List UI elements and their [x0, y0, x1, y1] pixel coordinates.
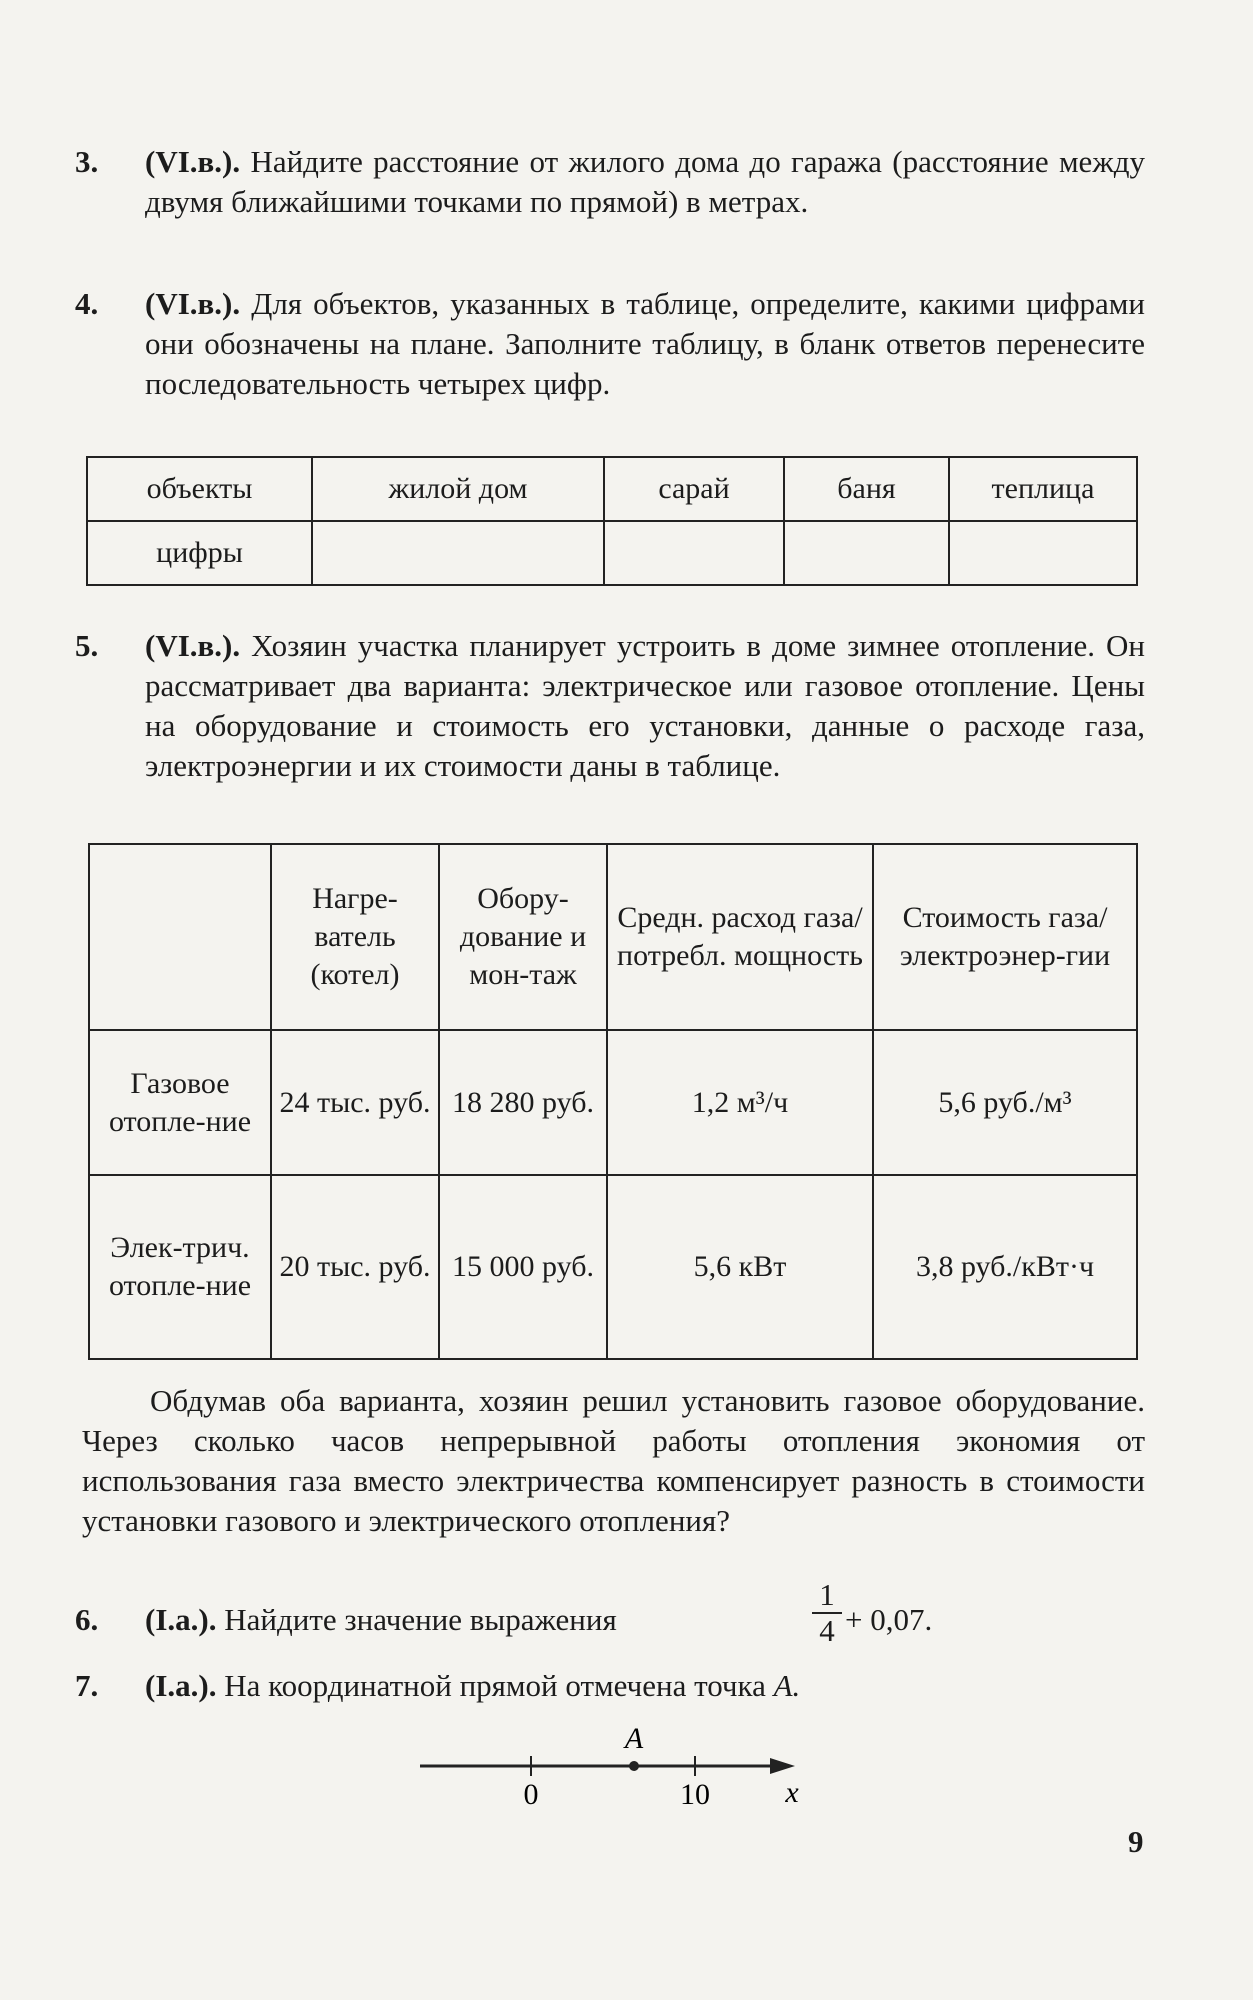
task-number: 3.: [75, 144, 99, 179]
fraction-denominator: 4: [819, 1613, 835, 1648]
point-label: A.: [773, 1668, 801, 1703]
task-number: 6.: [75, 1602, 99, 1637]
table-header-cell: Обору-дование и мон-таж: [439, 844, 607, 1030]
task-number: 4.: [75, 286, 99, 321]
task-5-question: Обдумав оба варианта, хозяин решил установить газовое оборудование. Через сколько часов непрерывной работы отопления экономия от использования газа вместо электричества компенсирует разность в стоимости установки газового и электрического отопления?: [82, 1383, 1145, 1538]
point-a-label: A: [624, 1722, 644, 1755]
tick-0-label: 0: [523, 1778, 539, 1811]
table-cell: 18 280 руб.: [439, 1030, 607, 1175]
task-text: Хозяин участка планирует устроить в доме зимнее отопление. Он рассматривает два варианта: электрическое или газовое отопление. Цены на оборудование и стоимость его установки, данные о расходе газа, электроэнергии и их стоимости даны в таблице.: [145, 628, 1146, 783]
table-cell: Элек-трич. отопле-ние: [89, 1175, 271, 1359]
point-a: [629, 1761, 639, 1771]
table-cell: 5,6 кВт: [607, 1175, 873, 1359]
task-text: Для объектов, указанных в таблице, определите, какими цифрами они обозначены на плане. Заполните таблицу, в бланк ответов перенесите последовательность четырех цифр.: [145, 286, 1146, 401]
table-cell: цифры: [87, 521, 312, 585]
page-number: 9: [1128, 1824, 1144, 1859]
table-cell: теплица: [949, 457, 1137, 521]
task-text: На координатной прямой отмечена точка: [224, 1668, 766, 1703]
table-header-cell: Нагре-ватель (котел): [271, 844, 439, 1030]
table-cell: 15 000 руб.: [439, 1175, 607, 1359]
task-tag: (I.a.).: [145, 1602, 217, 1637]
task-number: 7.: [75, 1668, 99, 1703]
task-text: Найдите значение выражения: [224, 1602, 617, 1637]
task-tag: (VI.в.).: [145, 628, 241, 663]
axis-arrow: [770, 1758, 795, 1774]
table-header-cell: Стоимость газа/ электроэнер-гии: [873, 844, 1137, 1030]
table-cell: жилой дом: [312, 457, 604, 521]
task-tag: (VI.в.).: [145, 144, 241, 179]
fraction-numerator: 1: [819, 1577, 835, 1612]
task-number: 5.: [75, 628, 99, 663]
task-tag: (I.a.).: [145, 1668, 217, 1703]
table-header-cell: Средн. расход газа/потребл. мощность: [607, 844, 873, 1030]
table-cell: 3,8 руб./кВт·ч: [873, 1175, 1137, 1359]
table-cell: объекты: [87, 457, 312, 521]
fraction-tail: + 0,07.: [845, 1602, 933, 1637]
task-text: Найдите расстояние от жилого дома до гаража (расстояние между двумя ближайшими точками по прямой) в метрах.: [145, 144, 1146, 219]
table-cell: баня: [784, 457, 949, 521]
table-cell: 20 тыс. руб.: [271, 1175, 439, 1359]
table-cell: 24 тыс. руб.: [271, 1030, 439, 1175]
task-tag: (VI.в.).: [145, 286, 241, 321]
table-cell: Газовое отопле-ние: [89, 1030, 271, 1175]
table-cell: 1,2 м³/ч: [607, 1030, 873, 1175]
table-cell: 5,6 руб./м³: [873, 1030, 1137, 1175]
axis-x-label: x: [785, 1776, 799, 1809]
table-cell: сарай: [604, 457, 784, 521]
tick-10-label: 10: [680, 1778, 710, 1811]
